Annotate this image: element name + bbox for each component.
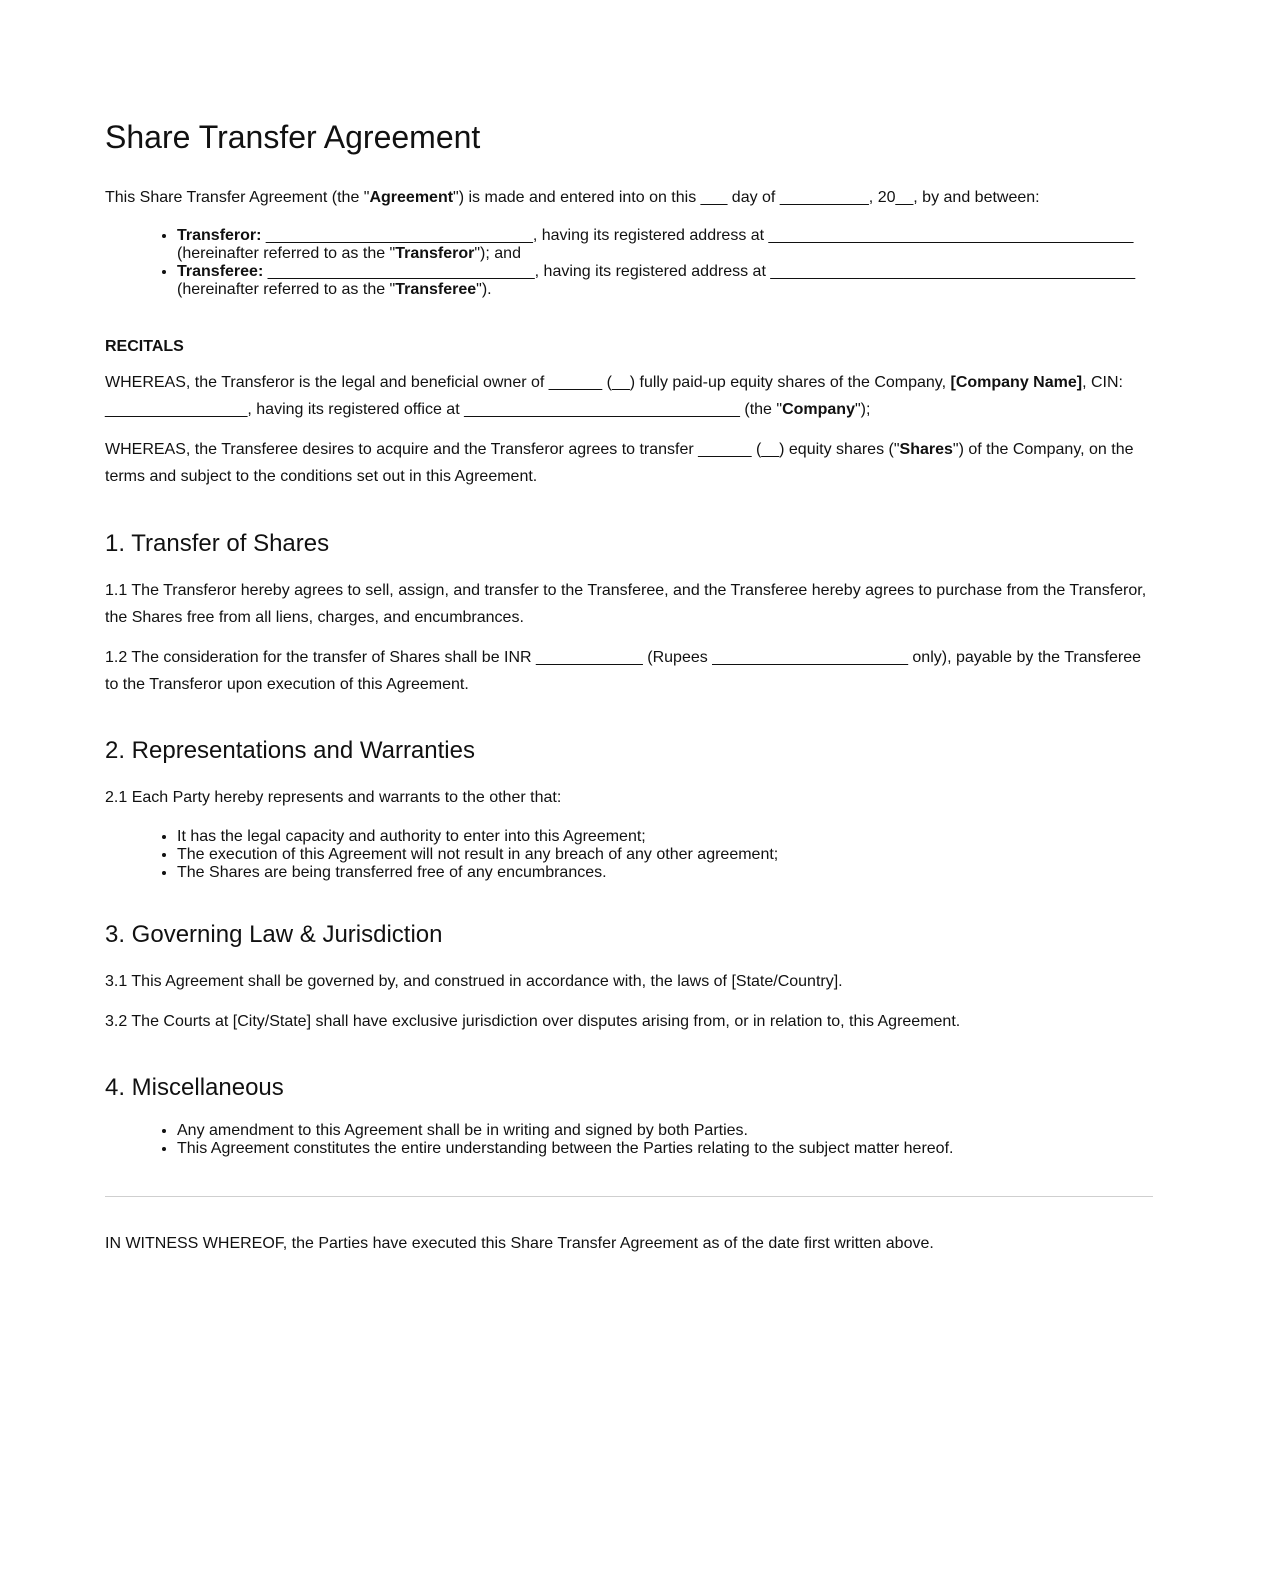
recital-text: ") of the Company, on the terms and subject to the conditions set out in this Agreement. [105, 441, 1134, 485]
parties-list [105, 227, 1187, 299]
witness-paragraph: IN WITNESS WHEREOF, the Parties have executed this Share Transfer Agreement as of the date first written above. [105, 1235, 934, 1252]
party-ref-text: (hereinafter referred to as the " [177, 245, 396, 262]
intro-paragraph [105, 184, 1153, 211]
party-line: ______________________________, having its registered address at _________________________________________ [261, 227, 1134, 244]
list-item: • It has the legal capacity and authority to enter into this Agreement; [177, 828, 1187, 846]
intro-text-end: ") is made and entered into on this ___ day of __________, 20__, by and between: [453, 189, 1040, 206]
intro-bold-term: Agreement [369, 189, 454, 206]
party-transferee [177, 263, 1187, 299]
recital-bold: [Company Name] [950, 374, 1083, 391]
recital-text: WHEREAS, the Transferee desires to acquire and the Transferor agrees to transfer ______ (__) equity shares (" [105, 441, 900, 458]
section-4-heading: 4. Miscellaneous [105, 1074, 284, 1101]
list-item: • Any amendment to this Agreement shall be in writing and signed by both Parties. [177, 1122, 1187, 1140]
party-label: Transferee: [177, 263, 264, 280]
section-2-heading: 2. Representations and Warranties [105, 737, 475, 764]
recital-text: "); [854, 401, 871, 418]
party-line: ______________________________, having its registered address at _________________________________________ [263, 263, 1136, 280]
list-item: • This Agreement constitutes the entire understanding between the Parties relating to the subject matter hereof. [177, 1140, 1187, 1158]
recital-text: , CIN: ________________, having its registered office at _______________________________ (the " [105, 374, 1123, 418]
recital-2 [105, 436, 1153, 490]
party-transferor [177, 227, 1187, 263]
clause-1-2: 1.2 The consideration for the transfer of Shares shall be INR ____________ (Rupees ______________________ only), payable by the Transferee to the Transferor upon execution of this Agreement. [105, 649, 1141, 693]
recital-bold: Company [782, 401, 855, 418]
clause-3-2: 3.2 The Courts at [City/State] shall have exclusive jurisdiction over disputes arising from, or in relation to, this Agreement. [105, 1013, 961, 1030]
party-label: Transferor: [177, 227, 262, 244]
section-3-heading: 3. Governing Law & Jurisdiction [105, 921, 443, 948]
clause-3-1: 3.1 This Agreement shall be governed by, and construed in accordance with, the laws of [State/Country]. [105, 973, 843, 990]
clause-1-1: 1.1 The Transferor hereby agrees to sell, assign, and transfer to the Transferee, and the Transferee hereby agrees to purchase from the Transferor, the Shares free from all liens, charges, and encumbrances. [105, 582, 1147, 626]
intro-text: This Share Transfer Agreement (the " [105, 189, 370, 206]
party-ref-bold: Transferor [395, 245, 475, 262]
horizontal-divider [105, 1196, 1153, 1197]
section-1-heading: 1. Transfer of Shares [105, 530, 330, 557]
recital-bold: Shares [899, 441, 953, 458]
party-ref-text: (hereinafter referred to as the " [177, 281, 396, 298]
document-title: Share Transfer Agreement [105, 119, 481, 155]
recital-text: WHEREAS, the Transferor is the legal and beneficial owner of ______ (__) fully paid-up equity shares of the Company, [105, 374, 951, 391]
miscellaneous-list [105, 1122, 1187, 1158]
party-ref-end: "); and [474, 245, 521, 262]
list-item: • The execution of this Agreement will not result in any breach of any other agreement; [177, 846, 1187, 864]
list-item: • The Shares are being transferred free of any encumbrances. [177, 864, 1187, 882]
recital-1 [105, 369, 1153, 423]
party-ref-end: "). [476, 281, 492, 298]
clause-2-1: 2.1 Each Party hereby represents and warrants to the other that: [105, 789, 562, 806]
warranties-list [105, 828, 1187, 882]
party-ref-bold: Transferee [395, 281, 477, 298]
recitals-heading: RECITALS [105, 338, 184, 355]
